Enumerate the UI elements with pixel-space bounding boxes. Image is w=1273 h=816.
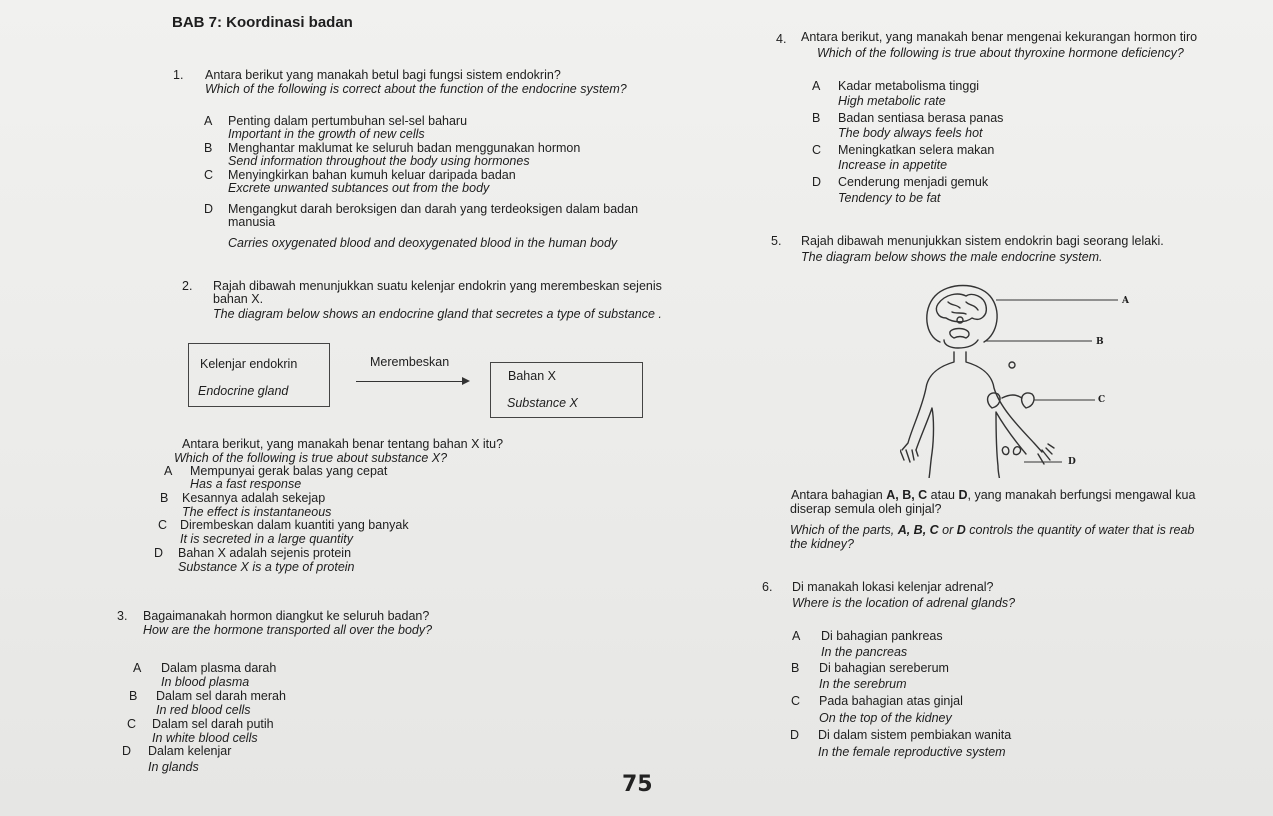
option-text-en: Send information throughout the body using hormones — [228, 154, 530, 168]
left-arm-torso — [902, 352, 954, 478]
question-stem-en: Which of the following is correct about the function of the endocrine system? — [205, 82, 627, 96]
figure-label-d: D — [1068, 457, 1076, 467]
substance-label-ms: Bahan X — [508, 369, 556, 383]
sub-text: controls the quantity of water that is reab — [965, 523, 1195, 537]
endocrine-system-figure — [900, 278, 1150, 478]
left-hand — [900, 450, 918, 462]
option-text-ms: Cenderung menjadi gemuk — [838, 175, 989, 189]
option-text-ms: Di dalam sistem pembiakan wanita — [818, 728, 1012, 742]
question-stem-ms: Rajah dibawah menunjukkan suatu kelenjar endokrin yang merembeskan sejenis — [213, 279, 662, 293]
option-text-ms: Dalam kelenjar — [148, 744, 232, 758]
right-arm-torso — [966, 352, 1042, 478]
option-letter: D — [790, 728, 800, 742]
option-text-en: Carries oxygenated blood and deoxygenated blood in the human body — [228, 236, 618, 250]
sub-text-bold: D — [956, 523, 966, 537]
question-stem-en: The diagram below shows the male endocrine system. — [801, 250, 1103, 264]
option-text-en: High metabolic rate — [838, 94, 946, 108]
option-text-ms: Mengangkut darah beroksigen dan darah yang terdeoksigen dalam badan — [228, 202, 639, 216]
option-text-en: Important in the growth of new cells — [228, 127, 425, 141]
option-text-ms: Badan sentiasa berasa panas — [838, 111, 1004, 125]
option-letter: D — [812, 175, 822, 189]
pancreas — [1002, 395, 1022, 398]
gland-label-en: Endocrine gland — [198, 384, 289, 398]
sub-text: Antara bahagian — [791, 488, 887, 502]
option-text-en: In the pancreas — [821, 645, 908, 659]
option-text-en: In blood plasma — [161, 675, 250, 689]
figure-label-a: A — [1122, 296, 1129, 306]
question-stem-ms: Antara berikut yang manakah betul bagi fungsi sistem endokrin? — [205, 68, 561, 82]
option-text-en: Increase in appetite — [838, 158, 948, 172]
question-stem-ms: Rajah dibawah menunjukkan sistem endokrin bagi seorang lelaki. — [801, 234, 1164, 248]
question-stem-ms-cont: bahan X. — [213, 292, 264, 306]
figure-label-b: B — [1096, 337, 1104, 347]
option-text-en: The effect is instantaneous — [182, 505, 332, 519]
question-stem-ms: Bagaimanakah hormon diangkut ke seluruh badan? — [143, 609, 430, 623]
option-text-ms: Menyingkirkan bahan kumuh keluar daripada badan — [228, 168, 516, 182]
option-text-ms: Bahan X adalah sejenis protein — [178, 546, 352, 560]
question-stem-ms: Antara berikut, yang manakah benar mengenai kekurangan hormon tiro — [801, 30, 1198, 44]
question-number: 3. — [117, 609, 128, 623]
option-text-ms: Dalam plasma darah — [161, 661, 277, 675]
sub-question-en: Which of the following is true about substance X? — [174, 451, 448, 465]
figure-label-c: C — [1098, 395, 1106, 405]
arrow-label: Merembeskan — [370, 355, 450, 369]
sub-text: atau — [927, 488, 959, 502]
option-text-ms-cont: manusia — [228, 215, 276, 229]
adrenal-right — [1022, 393, 1034, 408]
option-text-en: In white blood cells — [152, 731, 258, 745]
option-letter: A — [792, 629, 801, 643]
option-letter: C — [791, 694, 801, 708]
sub-text-bold: D — [958, 488, 968, 502]
question-number: 1. — [173, 68, 184, 82]
question-stem-en: The diagram below shows an endocrine gland that secretes a type of substance . — [213, 307, 662, 321]
option-text-en: The body always feels hot — [838, 126, 983, 140]
page-number: 75 — [622, 772, 653, 797]
option-letter: B — [160, 491, 169, 505]
sub-text: or — [938, 523, 957, 537]
adrenal-left — [988, 393, 1000, 408]
question-number: 4. — [776, 32, 787, 46]
option-text-en: It is secreted in a large quantity — [180, 532, 354, 546]
chapter-title: BAB 7: Koordinasi badan — [172, 14, 353, 31]
brain-folds — [948, 302, 978, 314]
option-letter: C — [127, 717, 137, 731]
option-letter: D — [204, 202, 214, 216]
option-text-en: Has a fast response — [190, 477, 302, 491]
option-text-ms: Kesannya adalah sekejap — [182, 491, 326, 505]
option-text-en: On the top of the kidney — [819, 711, 952, 725]
option-text-ms: Dalam sel darah putih — [152, 717, 274, 731]
option-letter: D — [122, 744, 132, 758]
option-text-en: Excrete unwanted subtances out from the body — [228, 181, 490, 195]
question-number: 6. — [762, 580, 773, 594]
sub-text: Which of the parts, — [790, 523, 898, 537]
option-letter: B — [204, 141, 213, 155]
option-letter: A — [204, 114, 213, 128]
question-stem-en: How are the hormone transported all over the body? — [143, 623, 433, 637]
option-text-en: Substance X is a type of protein — [178, 560, 355, 574]
option-text-ms: Pada bahagian atas ginjal — [819, 694, 963, 708]
option-text-ms: Menghantar maklumat ke seluruh badan menggunakan hormon — [228, 141, 581, 155]
secretes-arrow — [356, 381, 468, 382]
testes — [1002, 447, 1020, 455]
sub-question-en — [790, 523, 1269, 537]
sub-text: , yang manakah berfungsi mengawal kua — [967, 488, 1196, 502]
question-number: 2. — [182, 279, 193, 293]
thyroid-gland — [950, 329, 969, 339]
question-stem-ms: Di manakah lokasi kelenjar adrenal? — [792, 580, 994, 594]
gland-label-ms: Kelenjar endokrin — [200, 357, 298, 371]
option-text-ms: Di bahagian pankreas — [821, 629, 943, 643]
option-letter: C — [158, 518, 168, 532]
option-text-en: In red blood cells — [156, 703, 251, 717]
question-number: 5. — [771, 234, 782, 248]
option-text-ms: Penting dalam pertumbuhan sel-sel baharu — [228, 114, 468, 128]
option-text-en: In the female reproductive system — [818, 745, 1006, 759]
option-letter: A — [812, 79, 821, 93]
option-text-ms: Meningkatkan selera makan — [838, 143, 995, 157]
option-text-en: Tendency to be fat — [838, 191, 941, 205]
sub-question-en-cont: the kidney? — [790, 537, 854, 551]
question-stem-en: Where is the location of adrenal glands? — [792, 596, 1016, 610]
sub-text-bold: A, B, C — [886, 488, 928, 502]
option-text-ms: Mempunyai gerak balas yang cepat — [190, 464, 388, 478]
option-letter: A — [133, 661, 142, 675]
option-letter: C — [812, 143, 822, 157]
jaw-outline — [944, 340, 978, 348]
option-letter: C — [204, 168, 214, 182]
question-stem-en: Which of the following is true about thyroxine hormone deficiency? — [817, 46, 1184, 60]
thymus-gland — [1009, 362, 1015, 368]
option-text-en: In the serebrum — [819, 677, 907, 691]
substance-label-en: Substance X — [507, 396, 578, 410]
option-letter: B — [812, 111, 821, 125]
sub-text-bold: A, B, C — [897, 523, 939, 537]
option-letter: B — [791, 661, 800, 675]
option-text-ms: Kadar metabolisma tinggi — [838, 79, 980, 93]
option-letter: B — [129, 689, 138, 703]
option-text-ms: Dalam sel darah merah — [156, 689, 286, 703]
sub-question-ms — [791, 488, 1269, 502]
option-letter: A — [164, 464, 173, 478]
sub-question-ms-cont: diserap semula oleh ginjal? — [790, 502, 942, 516]
option-text-en: In glands — [148, 760, 199, 774]
sub-question-ms: Antara berikut, yang manakah benar tentang bahan X itu? — [182, 437, 504, 451]
option-letter: D — [154, 546, 164, 560]
option-text-ms: Di bahagian sereberum — [819, 661, 949, 675]
option-text-ms: Dirembeskan dalam kuantiti yang banyak — [180, 518, 409, 532]
right-hand — [1038, 444, 1054, 464]
